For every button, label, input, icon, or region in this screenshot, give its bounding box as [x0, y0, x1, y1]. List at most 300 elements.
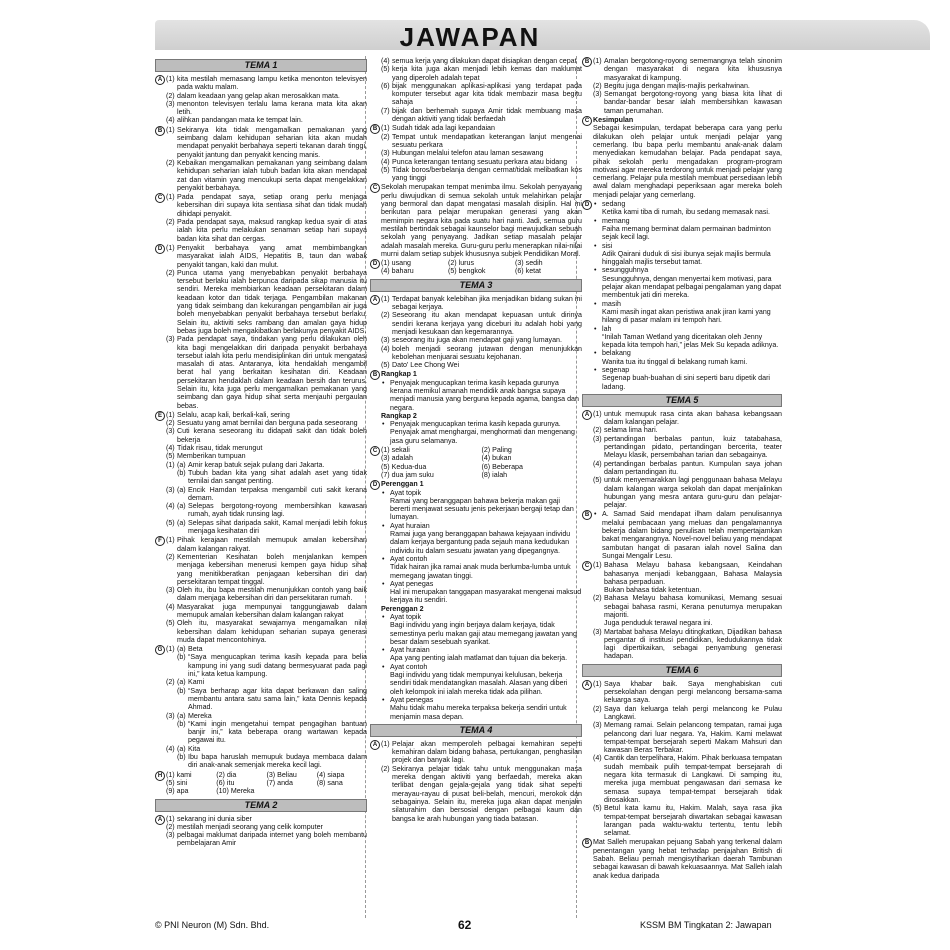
item-number: (5) [593, 476, 602, 485]
section-letter-a: A [582, 410, 592, 420]
section-b [582, 57, 782, 115]
tema-1-heading: TEMA 1 [155, 59, 367, 72]
item-text: mestilah menjadi seorang yang celik komputer [177, 822, 323, 831]
item-text: Encik Hamdan terpaksa mengambil cuti sakit kerana demam. [188, 485, 367, 502]
list-item [381, 133, 582, 150]
section-letter-c: C [370, 446, 380, 456]
item-text: Hubungan melalui telefon atau laman sesawang [392, 149, 544, 158]
item-text: Semangat bergotong-royong yang biasa kita lihat di bandar-bandar besar ialah membersihkan kawasan taman perumahan. [604, 90, 782, 115]
list-item [166, 411, 367, 419]
item-text: Kementerian Kesihatan boleh menjalankan kempen menjaga kebersihan menerusi kempen gaya hidup sihat yang menitikberatkan penjagaan kebersihan diri dan persekitaran tempat tinggal. [177, 552, 367, 586]
paragraph-heading: Perenggan 2 [381, 604, 424, 613]
sub-item [177, 678, 367, 686]
item-number: (1) [593, 57, 602, 65]
item-text: semua kerja yang dilakukan dapat disiapkan dengan cepat [392, 57, 577, 65]
item-text: Amalan bergotong-royong sememangnya telah sinonim dengan masyarakat di negara kita khususnya masyarakat di kampung. [604, 57, 782, 82]
item-number: (1) [166, 125, 175, 134]
bullet-text: Mahu tidak mahu mereka terpaksa bekerja sendiri untuk menjamin masa depan. [390, 704, 567, 721]
sub-letter: (a) [177, 460, 186, 469]
item-text: sekarang ini dunia siber [177, 814, 252, 823]
item-number: (3) [166, 831, 175, 840]
stanza-text: • Penyajak mengucapkan terima kasih kepada gurunya. Penyajak amat menghargai, menghormati dan mengenang jasa guru selamanya. [381, 420, 582, 445]
item-text: kerja kita juga akan menjadi lebih kemas dan maklumat yang diperoleh adalah tepat [392, 65, 582, 82]
list-item [593, 476, 782, 509]
bullet-text: Ketika kami tiba di rumah, ibu sedang memasak nasi. [602, 208, 770, 217]
item-text: untuk menyemarakkan lagi penggunaan bahasa Melayu dalam kalangan warga sekolah dan dapat menjalinkan hubungan yang mesra antara guru-guru dan pelajar-pelajar. [604, 476, 782, 510]
bullet-text: Adik Qairani duduk di sisi ibunya sejak majlis bermula hinggalah majlis tersebut tamat. [602, 249, 771, 267]
bullet-text: Apa yang penting ialah matlamat dan tujuan dia bekerja. [390, 654, 568, 663]
item-text: Cantik dan terpelihara, Hakim. Pihak berkuasa tempatan sudah membaik pulih tempat-tempat bersejarah di negara kita termasuk di Langkawi. Di samping itu, mereka juga membuat pengawasan dari semasa ke semasa supaya tempat-tempat bersejarah tidak dirosakkan. [604, 754, 782, 804]
tema-2-heading: TEMA 2 [155, 799, 367, 812]
tema-4-heading: TEMA 4 [370, 724, 582, 737]
grid-cell [267, 787, 317, 795]
item-number: (1) [381, 739, 390, 748]
list-item [166, 269, 367, 335]
item-number: (2) [166, 822, 175, 831]
numbered-list [593, 410, 782, 510]
sub-letter: (b) [177, 686, 186, 695]
item-number: (5) [381, 65, 390, 74]
column-3 [582, 56, 782, 918]
item-text: Bahasa Melayu bahasa komunikasi, Memang sesuai sebagai bahasa rasmi, Kerana penuturnya merupakan majoriti. [604, 594, 782, 619]
list-item [593, 721, 782, 754]
grid-cell: (4) baharu [381, 267, 414, 276]
item-number: (1) [166, 243, 175, 252]
section-letter-a: A [155, 75, 165, 85]
section-f [155, 536, 367, 644]
bullet-label: • Ayat penegas [381, 580, 582, 588]
answer-grid [381, 446, 582, 479]
item-number: (2) [381, 311, 390, 320]
section-letter-a: A [370, 295, 380, 305]
item-text: Penyakit berbahaya yang amat membimbangkan masyarakat ialah AIDS, Hepatitis B, taun dan wabak penyakit tangan, kaki dan mulut. [177, 243, 367, 269]
numbered-list [593, 561, 782, 661]
list-item [381, 740, 582, 765]
item-text: Pada pendapat saya, setiap orang perlu menjaga kebersihan diri supaya kita sentiasa sihat dan tidak mudah dihidapi penyakit. [177, 193, 367, 218]
item-number: (5) [593, 804, 602, 813]
list-item [166, 745, 367, 753]
bullet-text: “Inilah Taman Wetland yang diceritakan oleh Jenny kepada kita tempoh hari,” jelas Mek Su kepada adiknya. [602, 332, 779, 350]
tema-6-heading: TEMA 6 [582, 664, 782, 677]
bullet-label: • memang [593, 217, 782, 225]
copyright: © PNI Neuron (M) Sdn. Bhd. [155, 920, 270, 930]
grid-cell: (3) sedih [515, 259, 543, 268]
item-text: bijak dan berhemah supaya Amir tidak membuang masa dengan aktiviti yang tidak berfaedah [392, 106, 582, 124]
item-text: dalam keadaan yang gelap akan merosakkan mata. [177, 91, 340, 100]
stanza-heading: Rangkap 2 [381, 411, 417, 420]
section-a [155, 815, 367, 848]
item-text: Begitu juga dengan majlis-majlis perkahwinan. [604, 81, 750, 90]
sub-letter: (a) [177, 678, 186, 687]
item-text: Oleh itu, ibu bapa mestilah menunjukkan contoh yang baik dalam menjaga kebersihan diri dan persekitaran rumah. [177, 586, 367, 603]
section-a [582, 410, 782, 510]
item-number: (5) [381, 165, 390, 174]
grid-cell: (1) sekali [381, 446, 410, 455]
list-item [166, 815, 367, 823]
item-number: (2) [381, 764, 390, 773]
item-text: Selepas sihat daripada sakit, Kamal menjadi lebih fokus menjaga kesihatan diri [188, 518, 367, 536]
paragraph: Sekolah merupakan tempat menimba ilmu. Sekolah penyayang perlu diwujudkan di semua sekolah untuk melahirkan pelajar yang bermoral dan dapat mengatasi masalah disiplin. Hal ini berikutan para pelajar merupakan generasi yang akan memimpin negara kita pada suatu hari nanti. Jadi, semua guru mestilah bertindak sebagai kaunselor bagi mewujudkan sebuah sekolah yang penyayang. Jadikan setiap masalah pelajar adalah masalah mereka. Guru-guru perlu menerapkan nilai-nilai murni dalam setiap subjek khususnya subjek Pendidikan Moral. [381, 183, 582, 258]
list-item [593, 804, 782, 837]
item-number: (2) [166, 552, 175, 561]
list-item [166, 536, 367, 553]
item-number: (1) [593, 409, 602, 418]
list-item [166, 645, 367, 653]
section-h [155, 771, 367, 796]
item-number: (2) [166, 158, 175, 167]
item-text: Kebaikan mengamalkan pemakanan yang seimbang dalam kehidupan seharian ialah tubuh badan kita akan mendapat zat dan vitamin yang mencukupi serta dapat mengelakkan penyakit berbahaya. [177, 158, 367, 192]
sub-list [166, 645, 367, 769]
paragraph: Mat Salleh merupakan pejuang Sabah yang terkenal dalam penentangan yang hebat terhadap penjajahan British di Sabah. Beliau pernah mengisytiharkan daerah Tambunan sebagai kawasan di bawah kekuasaannya. Mat Salleh ialah anak kedua daripada [593, 838, 782, 880]
sub-item [177, 653, 367, 678]
item-text: Terdapat banyak kelebihan jika menjadikan bidang sukan ini sebagai kerjaya. [392, 294, 582, 312]
item-number: (4) [381, 344, 390, 353]
bullet-list [381, 613, 582, 721]
section-letter-e: E [155, 411, 165, 421]
section-letter-f: F [155, 536, 165, 546]
list-item [381, 107, 582, 124]
item-text: Bahasa Melayu bahasa kebangsaan, Keindahan bahasanya menjadi kebanggaan, Bahasa Malaysia bahasa perpaduan. [604, 561, 782, 586]
item-number: (3) [166, 485, 175, 494]
item-text: Tempat untuk mendapatkan keterangan lanjut mengenai sesuatu perkara [392, 132, 582, 149]
numbered-list [166, 536, 367, 644]
section-letter-b: B [370, 370, 380, 380]
paragraph: • A. Samad Said mendapat ilham dalam penulisannya melalui pembacaan yang meluas dan pengalamannya bekerja dalam bidang penulisan telah mempertajamkan bakat mengarangnya. Novel-novel beliau yang mendapat sambutan hangat di pasaran ialah novel Salina dan Sungai Mengalir Lesu. [593, 510, 782, 560]
sub-letter: (b) [177, 468, 186, 477]
grid-cell: (4) bukan [481, 454, 512, 463]
item-number: (1) [381, 124, 390, 133]
item-number: (1) [593, 561, 602, 570]
item-text: Memang ramai. Selain pelancong tempatan, ramai juga pelancong dari luar negara. Ya, Hakim. Kami melawat tempat-tempat bersejarah seperti Makam Mahsuri dan kawasan Beras Terbakar. [604, 721, 782, 755]
sub-item [177, 502, 367, 519]
section-letter-c: C [155, 193, 165, 203]
list-item [166, 553, 367, 586]
list-item [166, 653, 367, 678]
list-item [166, 461, 367, 469]
section-letter-a: A [155, 815, 165, 825]
section-c [155, 193, 367, 243]
item-number: (5) [381, 361, 390, 370]
item-number: (3) [166, 586, 175, 595]
item-text: Kami [188, 678, 205, 687]
item-text: seseorang itu juga akan mendapat gaji yang lumayan. [392, 336, 562, 345]
grid-cell: (1) kami [166, 770, 192, 779]
bullet-label: • Ayat contoh [381, 555, 582, 563]
bullet-label: • Ayat topik [381, 613, 582, 621]
item-text: selama lima hari. [604, 426, 658, 435]
grid-cell: (9) apa [166, 787, 189, 796]
bullet-text: Kami masih ingat akan peristiwa anak jiran kami yang hilang di pasar malam ini tempoh hari. [602, 307, 771, 325]
grid-cell: (5) Kedua-dua [381, 462, 427, 471]
bullet-text: Wanita tua itu tinggal di belakang rumah kami. [602, 357, 748, 366]
item-text: Martabat bahasa Melayu ditingkatkan, Dijadikan bahasa pengantar di institusi pendidikan, kedudukannya tidak lagi dipertikaikan, sebagai penyambung generasi hadapan. [604, 627, 782, 661]
list-item [166, 502, 367, 519]
list-item [593, 561, 782, 586]
list-item [593, 460, 782, 477]
numbered-list [593, 680, 782, 838]
column-1 [155, 56, 367, 918]
section-c [370, 446, 582, 479]
bullet-list [381, 489, 582, 605]
sub-item [177, 687, 367, 712]
stanza-text: • Penyajak mengucapkan terima kasih kepada gurunya kerana memikul amanah mendidik anak bangsa supaya menjadi manusia yang berguna kepada agama, bangsa dan negara. [381, 379, 582, 412]
sub-item [177, 753, 367, 770]
list-item [166, 603, 367, 620]
section-b [582, 838, 782, 879]
numbered-list [166, 244, 367, 410]
numbered-list [166, 75, 367, 125]
section-letter-b: B [582, 838, 592, 848]
grid-cell: (1) usang [381, 259, 411, 268]
item-number: (1) [166, 645, 175, 654]
section-d [370, 259, 582, 276]
section-c [582, 561, 782, 661]
item-number: (2) [166, 268, 175, 277]
list-item [166, 126, 367, 159]
item-text: Selepas bergotong-royong membersihkan kawasan rumah, ayah tidak runsing lagi. [188, 502, 367, 519]
list-item [381, 765, 582, 823]
section-c [370, 183, 582, 258]
numbered-list [381, 57, 582, 123]
item-number: (3) [593, 627, 602, 636]
bullet-text: Ramai juga yang beranggapan bahawa kejayaan individu dalam kerjaya bergantung pada sejauh mana kedudukan individu itu dalam sesuatu jawatan yang dipegangnya. [390, 530, 571, 555]
item-number: (1) [166, 410, 175, 419]
item-text: Beta [188, 645, 203, 654]
list-item [381, 295, 582, 312]
bullet-text: Bagi individu yang tidak mempunyai kelulusan, bekerja sendiri tidak mendatangkan masalah. Alasan yang diberi oleh kelompok ini ialah mereka tidak ada pilihan. [390, 671, 568, 696]
list-item [166, 92, 367, 100]
bullet-label: • Ayat huraian [381, 646, 582, 654]
item-text: Cuti kerana seseorang itu didapati sakit dan tidak boleh bekerja [177, 427, 367, 444]
numbered-list [381, 124, 582, 182]
list-item [381, 57, 582, 65]
paragraph-heading: Perenggan 1 [381, 480, 424, 489]
list-item [166, 100, 367, 117]
grid-cell: (8) sana [316, 778, 343, 787]
list-item [381, 336, 582, 344]
item-text: Sekiranya pelajar tidak tahu untuk menggunakan masa mereka dengan aktiviti yang berfaedah, mereka akan terlibat dengan gejala-gejala yang tidak sihat seperti merayau-rayau di pusat beli-belah, mencuri, merokok dan sebagainya. Selain itu, mereka juga akan dapat menjalin silaturahim dan bersosial dengan pelbagai kaum dan bangsa ke arah hubungan yang tiada batasan. [392, 764, 582, 823]
item-number: (4) [381, 157, 390, 166]
item-text: pelbagai maklumat daripada internet yang boleh membantu pembelajaran Amir [177, 831, 367, 848]
answer-grid [166, 771, 367, 796]
item-number: (2) [593, 81, 602, 90]
bullet-list [593, 200, 782, 391]
section-g [155, 645, 367, 769]
section-letter-d: D [370, 480, 380, 490]
grid-cell: (2) lurus [448, 259, 475, 268]
item-text: Betul kata kamu itu, Hakim. Malah, saya rasa jika tempat-tempat bersejarah diwartakan sebagai kawasan larangan pada waktu-waktu tertentu, tentu lebih selamat. [604, 804, 782, 838]
list-item [166, 486, 367, 503]
section-c [582, 116, 782, 199]
list-item [381, 65, 582, 82]
section-letter-b: B [155, 126, 165, 136]
item-number: (5) [166, 619, 175, 628]
grid-cell: (6) ketat [515, 267, 542, 276]
list-item [593, 754, 782, 804]
section-a-continued [370, 57, 582, 123]
list-item [166, 619, 367, 644]
tema-5-heading: TEMA 5 [582, 394, 782, 407]
grid-cell: (7) dua jam suku [381, 470, 434, 479]
section-e [155, 411, 367, 535]
section-letter-c: C [370, 183, 380, 193]
item-text: Sesuatu yang amat bernilai dan berguna pada seseorang [177, 419, 358, 428]
list-item [166, 678, 367, 686]
item-text: Punca keterangan tentang sesuatu perkara atau bidang [392, 157, 568, 166]
paragraph: Sebagai kesimpulan, terdapat beberapa cara yang perlu dilakukan oleh pelajar untuk menjadi pelajar yang cemerlang. Ibu bapa perlu membantu anak-anak dalam menyediakan kemudahan belajar. Pada pendapat saya, pihak sekolah perlu mengadakan program-program motivasi agar mereka terdorong untuk menjadi pelajar yang cemerlang. Pelajar pula mestilah membuat persediaan lebih awal dalam menghadapi peperiksaan agar mereka boleh menjadi pelajar yang cemerlang. [593, 124, 782, 199]
item-text: Saya khabar baik. Saya menghabiskan cuti persekolahan dengan pergi melancong bersama-sama keluarga saya. [604, 679, 782, 705]
section-letter-b: B [582, 510, 592, 520]
section-a [582, 680, 782, 838]
item-number: (1) [166, 193, 175, 202]
sub-item [177, 519, 367, 536]
item-number: (2) [166, 218, 175, 227]
section-d [370, 480, 582, 721]
answer-grid [381, 259, 582, 276]
list-item [381, 158, 582, 166]
item-text: Juga penduduk terawal negara ini. [604, 619, 713, 628]
list-item [593, 426, 782, 434]
bullet-label: • masih [593, 300, 782, 308]
item-text: Masyarakat juga mempunyai tanggungjawab dalam memupuk amalan kebersihan dalam kalangan rakyat [177, 602, 367, 619]
numbered-list [381, 295, 582, 370]
grid-cell: (6) itu [216, 778, 235, 787]
item-text: Dato' Lee Chong Wei [392, 361, 460, 370]
sub-letter: (a) [177, 502, 186, 511]
list-item [166, 419, 367, 427]
grid-cell: (5) sini [166, 778, 188, 787]
stanza-heading: Rangkap 1 [381, 370, 417, 379]
item-text: Pada pendapat saya, tindakan yang perlu dilakukan oleh kita bagi mengelakkan diri daripada penyakit berbahaya tersebut ialah kita perlu mendisiplinkan diri untuk mengatasi masalah di atas. Antaranya, kita hendaklah mengambil berat hal yang berkaitan kesihatan diri. Keadaan persekitaran hendaklah dalam keadaan bersih dan terurus. Selain itu, kita juga perlu mengamalkan pemakanan yang seimbang dan gaya hidup sihat serta menjauhi pergaulan bebas. [177, 335, 367, 410]
section-letter-d: D [370, 259, 380, 269]
grid-cell: (5) bengkok [448, 267, 486, 276]
grid-cell: (4) siapa [316, 770, 345, 779]
list-item [166, 75, 367, 92]
list-item [166, 159, 367, 192]
item-number: (2) [593, 426, 602, 435]
page-number: 62 [458, 918, 472, 932]
list-item [166, 244, 367, 269]
item-number: (2) [166, 91, 175, 100]
item-text: Memberikan tumpuan [177, 452, 246, 461]
section-a [370, 295, 582, 370]
numbered-list [166, 126, 367, 192]
list-item [593, 586, 782, 594]
list-item [381, 166, 582, 183]
section-letter-d: D [155, 244, 165, 254]
section-a [155, 75, 367, 125]
list-item [166, 753, 367, 770]
sub-item [177, 469, 367, 486]
sub-letter: (a) [177, 744, 186, 753]
list-item [381, 82, 582, 107]
item-text: untuk memupuk rasa cinta akan bahasa kebangsaan dalam kalangan pelajar. [604, 409, 782, 427]
sub-letter: (a) [177, 518, 186, 527]
item-number: (2) [593, 594, 602, 603]
list-item [381, 311, 582, 336]
sub-letter: (a) [177, 711, 186, 720]
section-letter-d: D [582, 200, 592, 210]
grid-cell: (2) dia [216, 770, 237, 779]
list-item [381, 149, 582, 157]
list-item [593, 628, 782, 661]
list-item [593, 57, 782, 82]
item-number: (2) [166, 678, 175, 687]
list-item [381, 345, 582, 362]
item-number: (1) [381, 294, 390, 303]
list-item [166, 452, 367, 460]
item-number: (4) [166, 744, 175, 753]
item-text: Pelajar akan memperoleh pelbagai kemahiran seperti kemahiran dalam bidang bahasa, pertukangan, penghasilan projek dan banyak lagi. [392, 739, 582, 765]
item-number: (4) [593, 459, 602, 468]
sub-item [177, 461, 367, 469]
item-number: (3) [381, 336, 390, 345]
bullet-label: • Ayat contoh [381, 663, 582, 671]
item-number: (3) [166, 99, 175, 108]
item-text: Mereka [188, 711, 212, 720]
bullet-text: Bagi individu yang ingin berjaya dalam kerjaya, tidak semestinya perlu makan gaji atau memegang jawatan yang besar dalam sesebuah syarikat. [390, 621, 577, 646]
grid-cell: (2) Paling [481, 446, 512, 455]
item-text: Tidak boros/berbelanja dengan cermat/tidak melibatkan kos yang tinggi [392, 165, 582, 183]
tema-3-heading: TEMA 3 [370, 279, 582, 292]
sub-letter: (a) [177, 485, 186, 494]
item-text: Tubuh badan kita yang sihat adalah aset yang tidak ternilai dan sangat penting. [188, 468, 367, 486]
item-text: Kita [188, 744, 201, 753]
bullet-label: • Ayat penegas [381, 696, 582, 704]
list-item [166, 823, 367, 831]
bullet-label: • sesungguhnya [593, 266, 782, 274]
list-item [593, 594, 782, 619]
list-item [593, 680, 782, 705]
grid-cell: (3) Beliau [266, 770, 297, 779]
item-number: (1) [593, 679, 602, 688]
section-b [155, 126, 367, 192]
list-item [166, 218, 367, 243]
item-number: (3) [166, 711, 175, 720]
item-number: (1) [166, 536, 175, 545]
sub-letter: (b) [177, 653, 186, 662]
item-number: (6) [381, 81, 390, 90]
item-number: (1) [166, 814, 175, 823]
page-title: JAWAPAN [399, 22, 541, 52]
sub-item [177, 645, 367, 653]
bullet-label: • sedang [593, 200, 782, 208]
section-d [155, 244, 367, 410]
list-item [166, 712, 367, 720]
list-item [166, 586, 367, 603]
section-letter-b: B [370, 124, 380, 134]
item-text: “Saya berharap agar kita dapat berkawan dan saling membantu antara satu sama lain,” kata Dennis kepada Ahmad. [188, 686, 367, 712]
item-text: bijak menggunakan aplikasi-aplikasi yang terdapat pada komputer tersebut agar kita tidak membazir masa begitu sahaja [392, 81, 582, 107]
bullet-text: Ramai yang beranggapan bahawa bekerja makan gaji bererti menjawat sesuatu jenis pekerjaan bergaji tetap dan lumayan. [390, 496, 574, 522]
item-text: Bukan bahasa tidak ketentuan. [604, 586, 702, 595]
item-text: Sudah tidak ada lagi kepandaian [392, 124, 495, 133]
bullet-label: • sisi [593, 242, 782, 250]
bullet-text: Sesungguhnya, dengan menyertai kem motivasi, para pelajar akan mendapat pelbagai pengalaman yang dapat membentuk jati diri mereka. [602, 274, 782, 300]
sub-letter: (b) [177, 719, 186, 728]
item-number: (1) [166, 75, 175, 83]
item-text: Ibu bapa haruslah memupuk budaya membaca dalam diri anak-anak semenjak mereka kecil lagi. [188, 753, 367, 770]
list-item [593, 705, 782, 722]
item-text: pertandingan berbalas pantun. Kumpulan saya johan dalam pertandingan itu. [604, 459, 782, 476]
bullet-text: Hal ini merupakan tanggapan masyarakat mengenai maksud kerjaya itu sendiri. [390, 588, 582, 605]
section-b [582, 510, 782, 560]
sub-letter: (a) [177, 645, 186, 654]
numbered-list [593, 57, 782, 115]
sub-item [177, 720, 367, 745]
item-number: (5) [166, 452, 175, 461]
item-text: kita mestilah memasang lampu ketika menonton televisyen pada waktu malam. [177, 75, 367, 92]
